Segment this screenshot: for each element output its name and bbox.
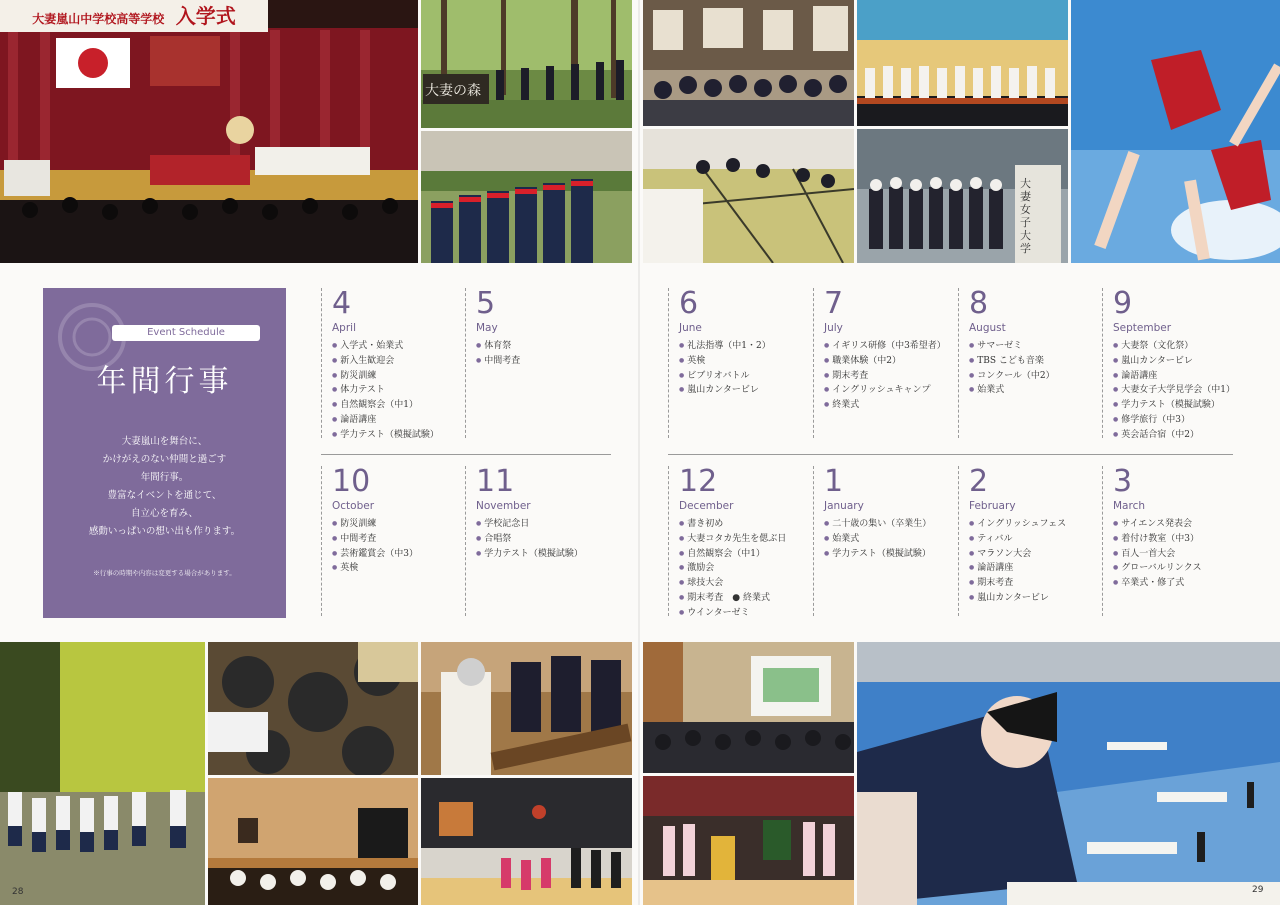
month-november bbox=[465, 466, 593, 616]
event-item: ● イングリッシュキャンプ bbox=[824, 383, 941, 398]
event-item: ● ウインターゼミ bbox=[679, 606, 796, 621]
event-list bbox=[679, 339, 796, 398]
month-name: February bbox=[969, 500, 1016, 512]
page-fold bbox=[638, 0, 640, 905]
month-name: April bbox=[332, 322, 356, 334]
month-name: May bbox=[476, 322, 498, 334]
event-item: ● 大妻女子大学見学会（中1） bbox=[1113, 383, 1230, 398]
event-item: ● 期末考査 bbox=[824, 369, 941, 384]
photo-science-presentation bbox=[643, 642, 854, 773]
event-item: ● 学校記念日 bbox=[476, 517, 593, 532]
event-item: ● 合唱祭 bbox=[476, 532, 593, 547]
event-list bbox=[1113, 339, 1235, 443]
event-item: ● 球技大会 bbox=[679, 576, 796, 591]
event-item: ● 中間考査 bbox=[476, 354, 593, 369]
event-item: ● 終業式 bbox=[824, 398, 941, 413]
photo-graduation-stage bbox=[643, 776, 854, 905]
month-name: January bbox=[824, 500, 864, 512]
month-september bbox=[1102, 286, 1235, 440]
university-sign: 大妻女子大学 bbox=[1020, 177, 1031, 255]
event-schedule-panel bbox=[43, 288, 286, 618]
photo-calligraphy bbox=[857, 642, 1280, 905]
event-schedule-badge: Event Schedule bbox=[112, 325, 260, 341]
event-list bbox=[969, 517, 1086, 606]
month-number: 11 bbox=[476, 464, 515, 499]
event-item: ● 期末考査 bbox=[969, 576, 1086, 591]
event-list bbox=[476, 517, 593, 561]
month-october bbox=[321, 466, 449, 616]
event-item: ● 着付け教室（中3） bbox=[1113, 532, 1230, 547]
intro-line: 大妻嵐山を舞台に、 bbox=[121, 436, 208, 447]
photo-university-visit bbox=[857, 129, 1068, 263]
event-item: ● 論語講座 bbox=[1113, 369, 1230, 384]
event-item: ● 新入生歓迎会 bbox=[332, 354, 449, 369]
forest-sign: 大妻の森 bbox=[425, 83, 481, 99]
month-name: December bbox=[679, 500, 734, 512]
month-name: August bbox=[969, 322, 1006, 334]
month-name: November bbox=[476, 500, 531, 512]
event-item: ● グローバルリンクス bbox=[1113, 561, 1230, 576]
event-item: ● 芸術鑑賞会（中3） bbox=[332, 547, 449, 562]
event-item: ● 体力テスト bbox=[332, 383, 449, 398]
month-number: 5 bbox=[476, 286, 496, 321]
event-item: ● 嵐山カンタービレ bbox=[679, 383, 796, 398]
month-july bbox=[813, 286, 946, 438]
event-item: ● TBS こども音楽 bbox=[969, 354, 1086, 369]
event-list bbox=[824, 339, 946, 413]
event-item: ● 英検 bbox=[679, 354, 796, 369]
photo-sky-hands bbox=[1071, 0, 1280, 263]
event-item: ● 二十歳の集い（卒業生） bbox=[824, 517, 941, 532]
banner-school: 大妻嵐山中学校高等学校 bbox=[32, 12, 165, 26]
month-number: 1 bbox=[824, 464, 844, 499]
photo-nature-observation bbox=[208, 642, 418, 775]
event-item: ● 英会話合宿（中2） bbox=[1113, 428, 1230, 443]
event-item: ● 体育祭 bbox=[476, 339, 593, 354]
event-item: ● 大妻コタカ先生を偲ぶ日 bbox=[679, 532, 796, 547]
month-name: September bbox=[1113, 322, 1172, 334]
event-item: ● 入学式・始業式 bbox=[332, 339, 449, 354]
event-item: ● マラソン大会 bbox=[969, 547, 1086, 562]
row-divider-right bbox=[668, 454, 1233, 455]
month-february bbox=[958, 466, 1086, 616]
event-item: ● 自然観察会（中1） bbox=[332, 398, 449, 413]
month-may bbox=[465, 288, 593, 438]
event-item: ● 礼法指導（中1・2） bbox=[679, 339, 796, 354]
row-divider-left bbox=[321, 454, 611, 455]
event-item: ● ビブリオバトル bbox=[679, 369, 796, 384]
month-number: 9 bbox=[1113, 286, 1133, 321]
month-number: 4 bbox=[332, 286, 352, 321]
intro-line: 自立心を育み、 bbox=[130, 508, 199, 519]
month-january bbox=[813, 466, 941, 616]
month-march bbox=[1102, 466, 1230, 616]
event-item: ● コンクール（中2） bbox=[969, 369, 1086, 384]
intro-line: 感動いっぱいの想い出も作ります。 bbox=[88, 526, 241, 537]
event-list bbox=[824, 517, 941, 561]
event-item: ● サマーゼミ bbox=[969, 339, 1086, 354]
schedule-note: ※行事の時期や内容は変更する場合があります。 bbox=[93, 569, 236, 577]
month-number: 8 bbox=[969, 286, 989, 321]
photo-ball-game bbox=[421, 778, 632, 905]
month-number: 12 bbox=[679, 464, 718, 499]
month-name: October bbox=[332, 500, 375, 512]
event-item: ● 防災訓練 bbox=[332, 517, 449, 532]
month-june bbox=[668, 288, 796, 438]
event-item: ● 論語講座 bbox=[332, 413, 449, 428]
month-number: 3 bbox=[1113, 464, 1133, 499]
month-april bbox=[321, 288, 449, 438]
event-item: ● 激励会 bbox=[679, 561, 796, 576]
month-august bbox=[958, 288, 1086, 438]
banner-ceremony: 入学式 bbox=[175, 4, 236, 28]
event-item: ● 学力テスト（模擬試験） bbox=[824, 547, 941, 562]
photo-etiquette-lesson bbox=[643, 129, 854, 263]
event-item: ● イギリス研修（中3希望者） bbox=[824, 339, 941, 354]
event-item: ● 学力テスト（模擬試験） bbox=[332, 428, 449, 443]
event-item: ● 論語講座 bbox=[969, 561, 1086, 576]
event-item: ● 始業式 bbox=[824, 532, 941, 547]
month-name: March bbox=[1113, 500, 1146, 512]
month-december bbox=[668, 466, 796, 616]
event-item: ● 百人一首大会 bbox=[1113, 547, 1230, 562]
event-item: ● 英検 bbox=[332, 561, 449, 576]
photo-koto-lesson bbox=[421, 642, 632, 775]
month-number: 2 bbox=[969, 464, 989, 499]
event-item: ● イングリッシュフェス bbox=[969, 517, 1086, 532]
event-list bbox=[332, 339, 449, 443]
event-item: ● 嵐山カンタービレ bbox=[1113, 354, 1230, 369]
event-list bbox=[969, 339, 1086, 398]
month-name: July bbox=[824, 322, 843, 334]
event-list bbox=[332, 517, 449, 576]
event-list bbox=[679, 517, 796, 621]
event-item: ● 学力テスト（模擬試験） bbox=[476, 547, 593, 562]
intro-line: 豊富なイベントを通じて、 bbox=[107, 490, 222, 501]
photo-sports-festival bbox=[421, 131, 632, 263]
month-name: June bbox=[679, 322, 702, 334]
event-item: ● 大妻祭（文化祭） bbox=[1113, 339, 1230, 354]
month-number: 7 bbox=[824, 286, 844, 321]
event-item: ● 職業体験（中2） bbox=[824, 354, 941, 369]
event-item: ● 中間考査 bbox=[332, 532, 449, 547]
event-item: ● 嵐山カンタービレ bbox=[969, 591, 1086, 606]
photo-entrance-ceremony bbox=[0, 0, 418, 263]
month-number: 10 bbox=[332, 464, 371, 499]
page-title: 年間行事 bbox=[96, 364, 233, 399]
event-list bbox=[476, 339, 593, 369]
page-number-right: 29 bbox=[1252, 885, 1264, 895]
photo-forest bbox=[421, 0, 632, 128]
photo-england-trip bbox=[643, 0, 854, 126]
photo-stage-performance bbox=[857, 0, 1068, 126]
photo-piano-recital bbox=[208, 778, 418, 905]
photo-marathon bbox=[0, 642, 205, 905]
event-list bbox=[1113, 517, 1230, 591]
intro-text bbox=[43, 433, 286, 541]
event-item: ● 期末考査 ● 終業式 bbox=[679, 591, 796, 606]
month-number: 6 bbox=[679, 286, 699, 321]
ceremony-banner bbox=[0, 0, 268, 32]
event-item: ● サイエンス発表会 bbox=[1113, 517, 1230, 532]
intro-line: 年間行事。 bbox=[140, 472, 189, 483]
page-number-left: 28 bbox=[12, 887, 24, 897]
event-item: ● 修学旅行（中3） bbox=[1113, 413, 1230, 428]
event-item: ● ティバル bbox=[969, 532, 1086, 547]
event-item: ● 始業式 bbox=[969, 383, 1086, 398]
event-item: ● 卒業式・修了式 bbox=[1113, 576, 1230, 591]
intro-line: かけがえのない仲間と過ごす bbox=[102, 454, 227, 465]
event-item: ● 防災訓練 bbox=[332, 369, 449, 384]
event-item: ● 学力テスト（模擬試験） bbox=[1113, 398, 1230, 413]
event-item: ● 書き初め bbox=[679, 517, 796, 532]
event-item: ● 自然観察会（中1） bbox=[679, 547, 796, 562]
